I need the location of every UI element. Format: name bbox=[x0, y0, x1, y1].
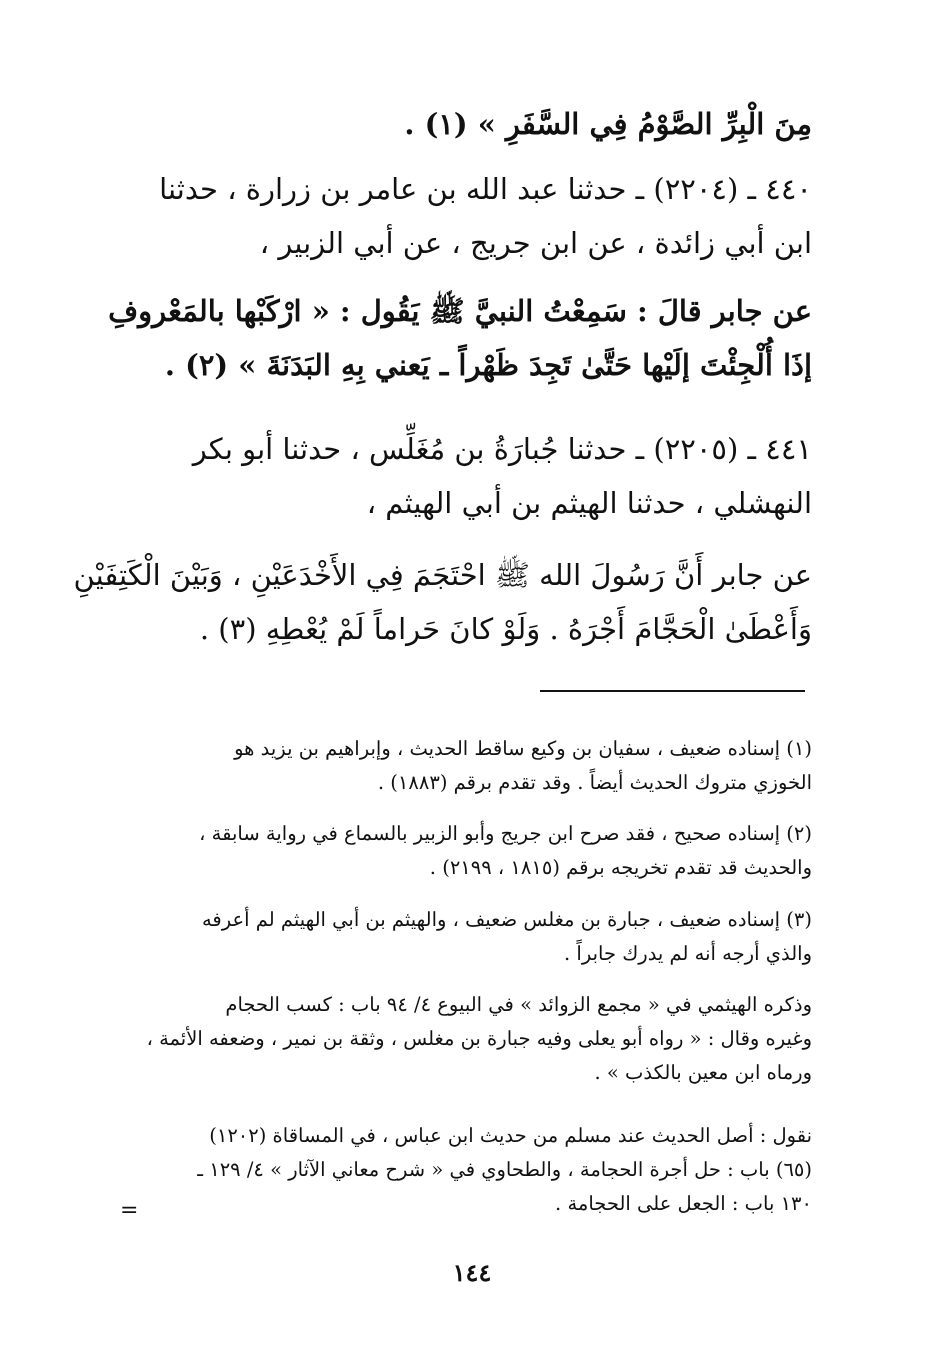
footnote-line: والذي أرجه أنه لم يدرك جابراً . bbox=[564, 942, 812, 965]
footnote-line: وذكره الهيثمي في « مجمع الزوائد » في البيوع ٤/ ٩٤ باب : كسب الحجام bbox=[225, 993, 812, 1016]
text-line: ٤٤١ ـ (٢٢٠٥) ـ حدثنا جُبارَةُ بن مُغَلِّس ، حدثنا أبو بكر bbox=[192, 432, 812, 466]
text-line: عن جابر قالَ : سَمِعْتُ النبيَّ ﷺ يَقُول : « ارْكَبْها بالمَعْروفِ bbox=[108, 294, 812, 328]
footnote-3-continued bbox=[132, 988, 812, 1090]
footnote-line: نقول : أصل الحديث عند مسلم من حديث ابن عباس ، في المساقاة (١٢٠٢) bbox=[209, 1124, 812, 1147]
footnote-1 bbox=[132, 732, 812, 800]
text-line: وَأَعْطَىٰ الْحَجَّامَ أَجْرَهُ . وَلَوْ كانَ حَراماً لَمْ يُعْطِهِ (٣) . bbox=[199, 612, 812, 646]
footnote-line: (٣) إسناده ضعيف ، جبارة بن مغلس ضعيف ، والهيثم بن أبي الهيثم لم أعرفه bbox=[201, 908, 812, 931]
footnote-line: وغيره وقال : « رواه أبو يعلى وفيه جبارة بن مغلس ، وثقة بن نمير ، وضعفه الأئمة ، bbox=[146, 1027, 812, 1050]
footnote-line: (٢) إسناده صحيح ، فقد صرح ابن جريج وأبو الزبير بالسماع في رواية سابقة ، bbox=[199, 822, 812, 845]
text-line: عن جابر أَنَّ رَسُولَ الله ﷺ احْتَجَمَ فِي الأَخْدَعَيْنِ ، وَبَيْنَ الْكَتِفَيْنِ bbox=[73, 558, 812, 592]
footnote-separator bbox=[540, 690, 805, 692]
paragraph-hadith-441-matn bbox=[73, 548, 812, 656]
footnote-line: (٦٥) باب : حل أجرة الحجامة ، والطحاوي في « شرح معاني الآثار » ٤/ ١٢٩ ـ bbox=[197, 1158, 812, 1181]
footnote-line: (١) إسناده ضعيف ، سفيان بن وكيع ساقط الحديث ، وإبراهيم بن يزيد هو bbox=[234, 737, 812, 760]
footnote-3 bbox=[132, 903, 812, 971]
text-line: ٤٤٠ ـ (٢٢٠٤) ـ حدثنا عبد الله بن عامر بن زرارة ، حدثنا bbox=[159, 172, 812, 206]
footnote-line: الخوزي متروك الحديث أيضاً . وقد تقدم برقم (١٨٨٣) . bbox=[377, 771, 812, 794]
footnote-note bbox=[132, 1119, 812, 1221]
footnote-2 bbox=[132, 817, 812, 885]
text-line: النهشلي ، حدثنا الهيثم بن أبي الهيثم ، bbox=[366, 486, 812, 520]
paragraph-hadith-441-isnad bbox=[132, 422, 812, 530]
text-line: ابن أبي زائدة ، عن ابن جريج ، عن أبي الزبير ، bbox=[259, 226, 812, 260]
text-line: إذَا أُلْجِئْتَ إلَيْها حَتَّىٰ تَجِدَ ظَهْراً ـ يَعني بِهِ البَدَنَةَ » (٢) . bbox=[164, 348, 812, 382]
page-number: ١٤٤ bbox=[452, 1258, 492, 1287]
continuation-mark: = bbox=[120, 1198, 139, 1223]
footnote-line: والحديث قد تقدم تخريجه برقم (١٨١٥ ، ٢١٩٩) . bbox=[429, 856, 812, 879]
footnote-line: ورماه ابن معين بالكذب » . bbox=[594, 1061, 812, 1084]
footnote-line: ١٣٠ باب : الجعل على الحجامة . bbox=[555, 1192, 812, 1215]
text-line: مِنَ الْبِرِّ الصَّوْمُ فِي السَّفَرِ » (١) . bbox=[404, 107, 812, 141]
paragraph-hadith-440-matn bbox=[108, 284, 812, 392]
paragraph-end-of-previous-hadith bbox=[132, 97, 812, 151]
paragraph-hadith-440-isnad bbox=[132, 162, 812, 270]
